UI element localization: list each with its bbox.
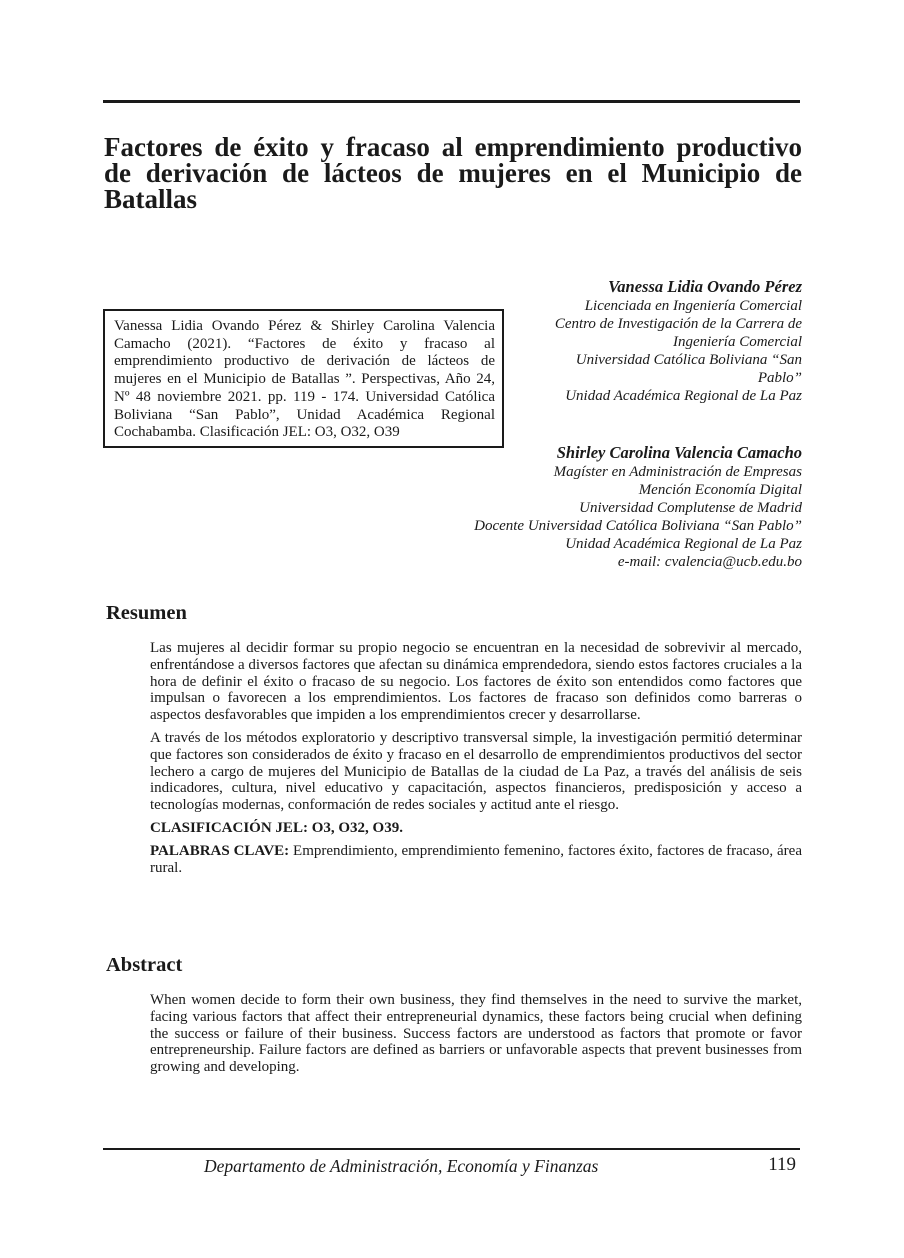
footer-department: Departamento de Administración, Economía y Finanzas <box>204 1156 599 1176</box>
title-line: Factores de éxito y fracaso al emprendimiento productivo <box>104 132 802 162</box>
affiliation-line: Universidad Católica Boliviana “San <box>575 352 802 368</box>
abstract-heading: Abstract <box>106 954 183 976</box>
affiliation-line: Unidad Académica Regional de La Paz <box>565 536 802 552</box>
bottom-rule <box>103 1148 800 1150</box>
jel-classification: CLASIFICACIÓN JEL: O3, O32, O39. <box>150 819 403 836</box>
affiliation-line: Magíster en Administración de Empresas <box>553 464 802 480</box>
resumen-paragraph: Las mujeres al decidir formar su propio negocio se encuentran en la necesidad de sobrevivir al mercado, enfrentándose a diversos factores que afectan su dinámica emprendedora, siendo estos factores cruciales a la hora de definir el éxito o fracaso de su negocio. Los factores de éxito son entendidos como factores que impulsan o favorecen a los emprendimientos. Los factores de fracaso son definidos como barreras o aspectos desfavorables que impiden a los emprendimientos crecer y desarrollarse. <box>150 640 802 724</box>
resumen-heading: Resumen <box>106 602 187 624</box>
keywords-text: Emprendimiento, emprendimiento femenino, factores éxito, factores de fracaso, área rural. <box>150 842 802 876</box>
affiliation-line: Universidad Complutense de Madrid <box>579 500 802 516</box>
resumen-paragraph: A través de los métodos exploratorio y descriptivo transversal simple, la investigación permitió determinar que factores son considerados de éxito y fracaso en el desarrollo de emprendimientos productivos del sector lechero a cargo de mujeres del Municipio de Batallas de la ciudad de La Paz, a través del análisis de seis indicadores, cultura, nivel educativo y capacitación, aspectos financieros, predisposición y acceso a tecnologías modernas, conformación de redes sociales y actitud ante el riesgo. <box>150 729 802 814</box>
affiliation-line: Unidad Académica Regional de La Paz <box>565 388 802 404</box>
affiliation-line: Ingeniería Comercial <box>672 334 802 350</box>
affiliation-line: Mención Economía Digital <box>638 482 802 498</box>
affiliation-line: Centro de Investigación de la Carrera de <box>554 316 802 332</box>
author-name: Shirley Carolina Valencia Camacho <box>556 443 802 462</box>
abstract-paragraph: When women decide to form their own business, they find themselves in the need to survive the market, facing various factors that affect their entrepreneurial dynamics, these factors being crucial when defining the success or failure of their business. Success factors are understood as factors that promote or favor entrepreneurship. Failure factors are defined as barriers or unfavorable aspects that prevent businesses from growing and developing. <box>150 992 802 1076</box>
affiliation-line: Docente Universidad Católica Boliviana “San Pablo” <box>474 518 802 534</box>
keywords-label: PALABRAS CLAVE: <box>150 842 290 859</box>
author-block <box>472 277 802 405</box>
paper-title <box>104 134 802 212</box>
affiliation-line: Pablo” <box>757 370 802 386</box>
page-number: 119 <box>768 1154 796 1175</box>
abstract-body <box>150 992 802 1082</box>
keywords <box>150 843 802 877</box>
citation-box: Vanessa Lidia Ovando Pérez & Shirley Carolina Valencia Camacho (2021). “Factores de éxito y fracaso al emprendimiento productivo de derivación de lácteos de mujeres en el Municipio de Batallas ”. Perspectivas, Año 24, Nº 48 noviembre 2021. pp. 119 - 174. Universidad Católica Boliviana “San Pablo”, Unidad Académica Regional Cochabamba. Clasificación JEL: O3, O32, O39 <box>103 309 504 448</box>
email-line: e-mail: cvalencia@ucb.edu.bo <box>617 554 802 570</box>
title-line: de derivación de lácteos de mujeres en el Municipio de <box>104 158 802 188</box>
title-line: Batallas <box>104 184 198 214</box>
top-rule <box>103 100 800 103</box>
resumen-body <box>150 640 802 882</box>
affiliation-line: Licenciada en Ingeniería Comercial <box>584 298 802 314</box>
author-block <box>382 443 802 571</box>
author-name: Vanessa Lidia Ovando Pérez <box>608 277 802 296</box>
